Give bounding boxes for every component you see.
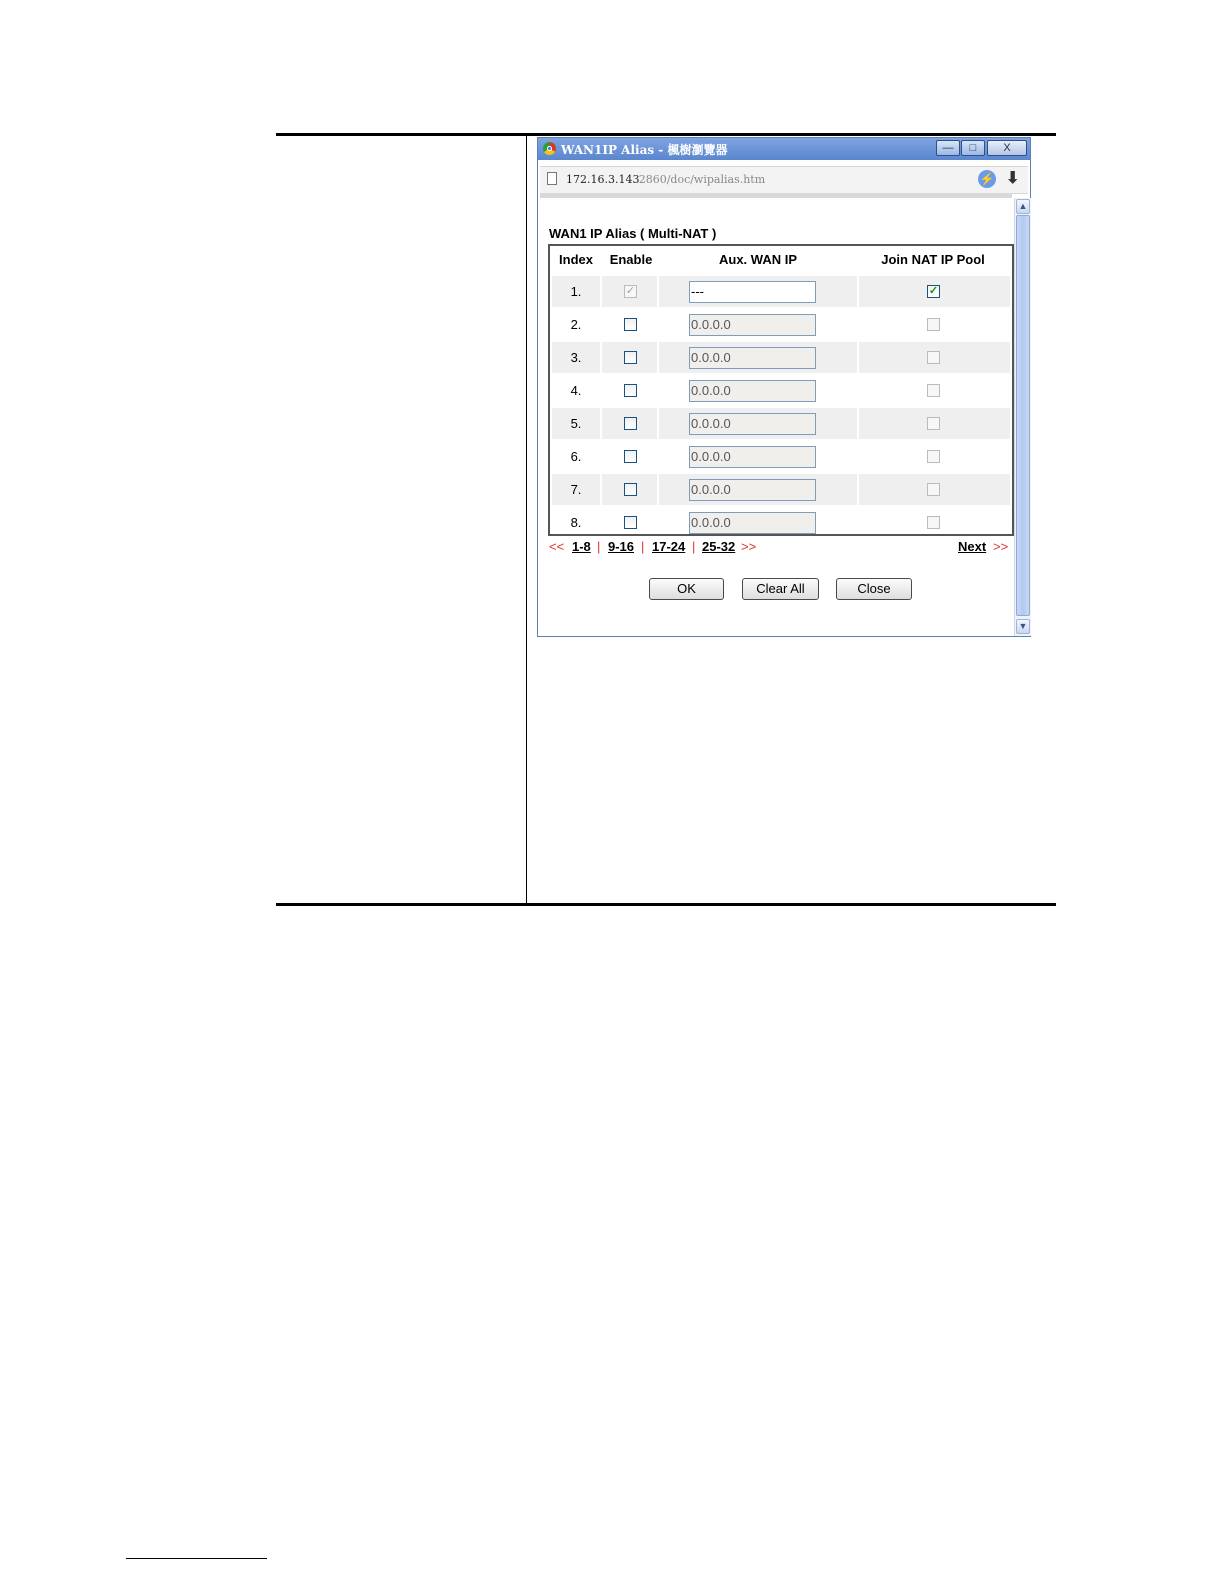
enable-cell <box>602 408 657 439</box>
enable-checkbox[interactable] <box>624 384 637 397</box>
aux-wan-ip-cell <box>659 441 857 472</box>
enable-checkbox[interactable] <box>624 318 637 331</box>
page-link-9-16[interactable]: 9-16 <box>608 539 635 554</box>
aux-wan-ip-cell <box>659 507 857 538</box>
next-page-arrows[interactable]: >> <box>993 539 1009 554</box>
index-cell <box>552 309 600 340</box>
vertical-scrollbar[interactable] <box>1014 198 1031 636</box>
table-row <box>552 474 1010 505</box>
enable-cell <box>602 342 657 373</box>
toolbar-separator <box>540 193 1012 198</box>
join-nat-ip-pool-checkbox[interactable]: ✓ <box>928 285 939 297</box>
row-index: 5. <box>570 416 582 431</box>
enable-checkbox[interactable] <box>624 483 637 496</box>
table-row <box>552 276 1010 307</box>
aux-wan-ip-input[interactable]: 0.0.0.0 <box>689 479 816 501</box>
pager-separator: | <box>692 539 696 554</box>
enable-cell <box>602 441 657 472</box>
enable-checkbox[interactable] <box>624 450 637 463</box>
pager-separator: | <box>597 539 601 554</box>
aux-wan-ip-cell <box>659 408 857 439</box>
url-host: 172.16.3.143 <box>566 173 640 186</box>
enable-checkbox[interactable] <box>624 417 637 430</box>
enable-cell <box>602 474 657 505</box>
clear-all-button[interactable]: Clear All <box>742 578 819 600</box>
window-title: WAN1IP Alias - 楓樹瀏覽器 <box>561 143 728 157</box>
join-nat-pool-cell <box>859 408 1010 439</box>
table-row <box>552 441 1010 472</box>
close-window-button[interactable]: X <box>987 140 1027 156</box>
aux-wan-ip-cell <box>659 276 857 307</box>
browser-app-icon <box>543 142 556 155</box>
download-arrow-icon[interactable]: ⬇ <box>1006 170 1020 187</box>
enable-checkbox[interactable] <box>624 516 637 529</box>
aux-wan-ip-cell <box>659 474 857 505</box>
ok-button[interactable]: OK <box>649 578 724 600</box>
join-nat-pool-cell <box>859 276 1010 307</box>
aux-wan-ip-cell <box>659 375 857 406</box>
pager-next-arrows[interactable]: >> <box>741 539 757 554</box>
row-index: 6. <box>570 449 582 464</box>
lightning-icon[interactable]: ⚡ <box>979 172 995 186</box>
pager-prev-arrows[interactable]: << <box>549 539 565 554</box>
row-index: 8. <box>570 515 582 530</box>
header-aux-wan-ip: Aux. WAN IP <box>718 252 797 267</box>
join-nat-pool-cell <box>859 507 1010 538</box>
page-link-1-8[interactable]: 1-8 <box>572 539 591 554</box>
section-title: WAN1 IP Alias ( Multi-NAT ) <box>549 226 717 241</box>
minimize-button[interactable]: — <box>936 140 960 156</box>
index-cell <box>552 342 600 373</box>
table-row <box>552 408 1010 439</box>
index-cell <box>552 276 600 307</box>
join-nat-pool-cell <box>859 474 1010 505</box>
enable-checkbox[interactable] <box>624 351 637 364</box>
aux-wan-ip-input[interactable]: 0.0.0.0 <box>689 380 816 402</box>
table-row <box>552 507 1010 538</box>
index-cell <box>552 507 600 538</box>
index-cell <box>552 441 600 472</box>
join-nat-pool-cell <box>859 309 1010 340</box>
aux-wan-ip-input[interactable]: 0.0.0.0 <box>689 347 816 369</box>
table-row <box>552 342 1010 373</box>
join-nat-ip-pool-checkbox <box>927 384 940 397</box>
aux-wan-ip-cell <box>659 309 857 340</box>
popup-window <box>537 137 1031 637</box>
address-bar[interactable] <box>540 166 1028 194</box>
header-join-nat-ip-pool: Join NAT IP Pool <box>881 252 985 267</box>
join-nat-ip-pool-checkbox <box>927 417 940 430</box>
header-enable: Enable <box>609 252 653 267</box>
scroll-down-arrow-icon[interactable]: ▼ <box>1016 619 1030 634</box>
enable-cell <box>602 276 657 307</box>
maximize-button[interactable]: □ <box>961 140 985 156</box>
header-index: Index <box>559 252 593 267</box>
row-index: 4. <box>570 383 582 398</box>
join-nat-ip-pool-checkbox <box>927 318 940 331</box>
enable-cell <box>602 309 657 340</box>
join-nat-ip-pool-checkbox <box>927 351 940 364</box>
row-index: 3. <box>570 350 582 365</box>
aux-wan-ip-input[interactable]: 0.0.0.0 <box>689 413 816 435</box>
next-page-link[interactable]: Next <box>958 539 987 554</box>
aux-wan-ip-input[interactable]: 0.0.0.0 <box>689 512 816 534</box>
join-nat-pool-cell <box>859 342 1010 373</box>
scroll-thumb[interactable] <box>1016 215 1030 616</box>
pager-separator: | <box>641 539 645 554</box>
index-cell <box>552 408 600 439</box>
close-button[interactable]: Close <box>836 578 912 600</box>
enable-checkbox: ✓ <box>625 285 636 297</box>
aux-wan-ip-cell <box>659 342 857 373</box>
document-table-column-divider <box>526 136 527 903</box>
url-path: :2860/doc/wipalias.htm <box>635 173 766 186</box>
join-nat-pool-cell <box>859 441 1010 472</box>
aux-wan-ip-input[interactable]: 0.0.0.0 <box>689 314 816 336</box>
footnote-separator <box>126 1558 267 1559</box>
row-index: 1. <box>570 284 582 299</box>
page-link-25-32[interactable]: 25-32 <box>702 539 736 554</box>
page-icon <box>547 172 557 185</box>
aux-wan-ip-input[interactable]: --- <box>689 281 816 303</box>
table-row <box>552 309 1010 340</box>
document-table-bottom-rule <box>276 903 1056 906</box>
enable-cell <box>602 375 657 406</box>
table-row <box>552 375 1010 406</box>
scroll-up-arrow-icon[interactable]: ▲ <box>1016 199 1030 214</box>
index-cell <box>552 375 600 406</box>
join-nat-ip-pool-checkbox <box>927 450 940 463</box>
page-link-17-24[interactable]: 17-24 <box>652 539 686 554</box>
aux-wan-ip-input[interactable]: 0.0.0.0 <box>689 446 816 468</box>
index-cell <box>552 474 600 505</box>
enable-cell <box>602 507 657 538</box>
row-index: 2. <box>570 317 582 332</box>
ip-alias-table <box>548 244 1014 536</box>
window-titlebar[interactable] <box>538 138 1030 160</box>
join-nat-pool-cell <box>859 375 1010 406</box>
row-index: 7. <box>570 482 582 497</box>
join-nat-ip-pool-checkbox <box>927 516 940 529</box>
document-table-top-rule <box>276 133 1056 136</box>
join-nat-ip-pool-checkbox <box>927 483 940 496</box>
